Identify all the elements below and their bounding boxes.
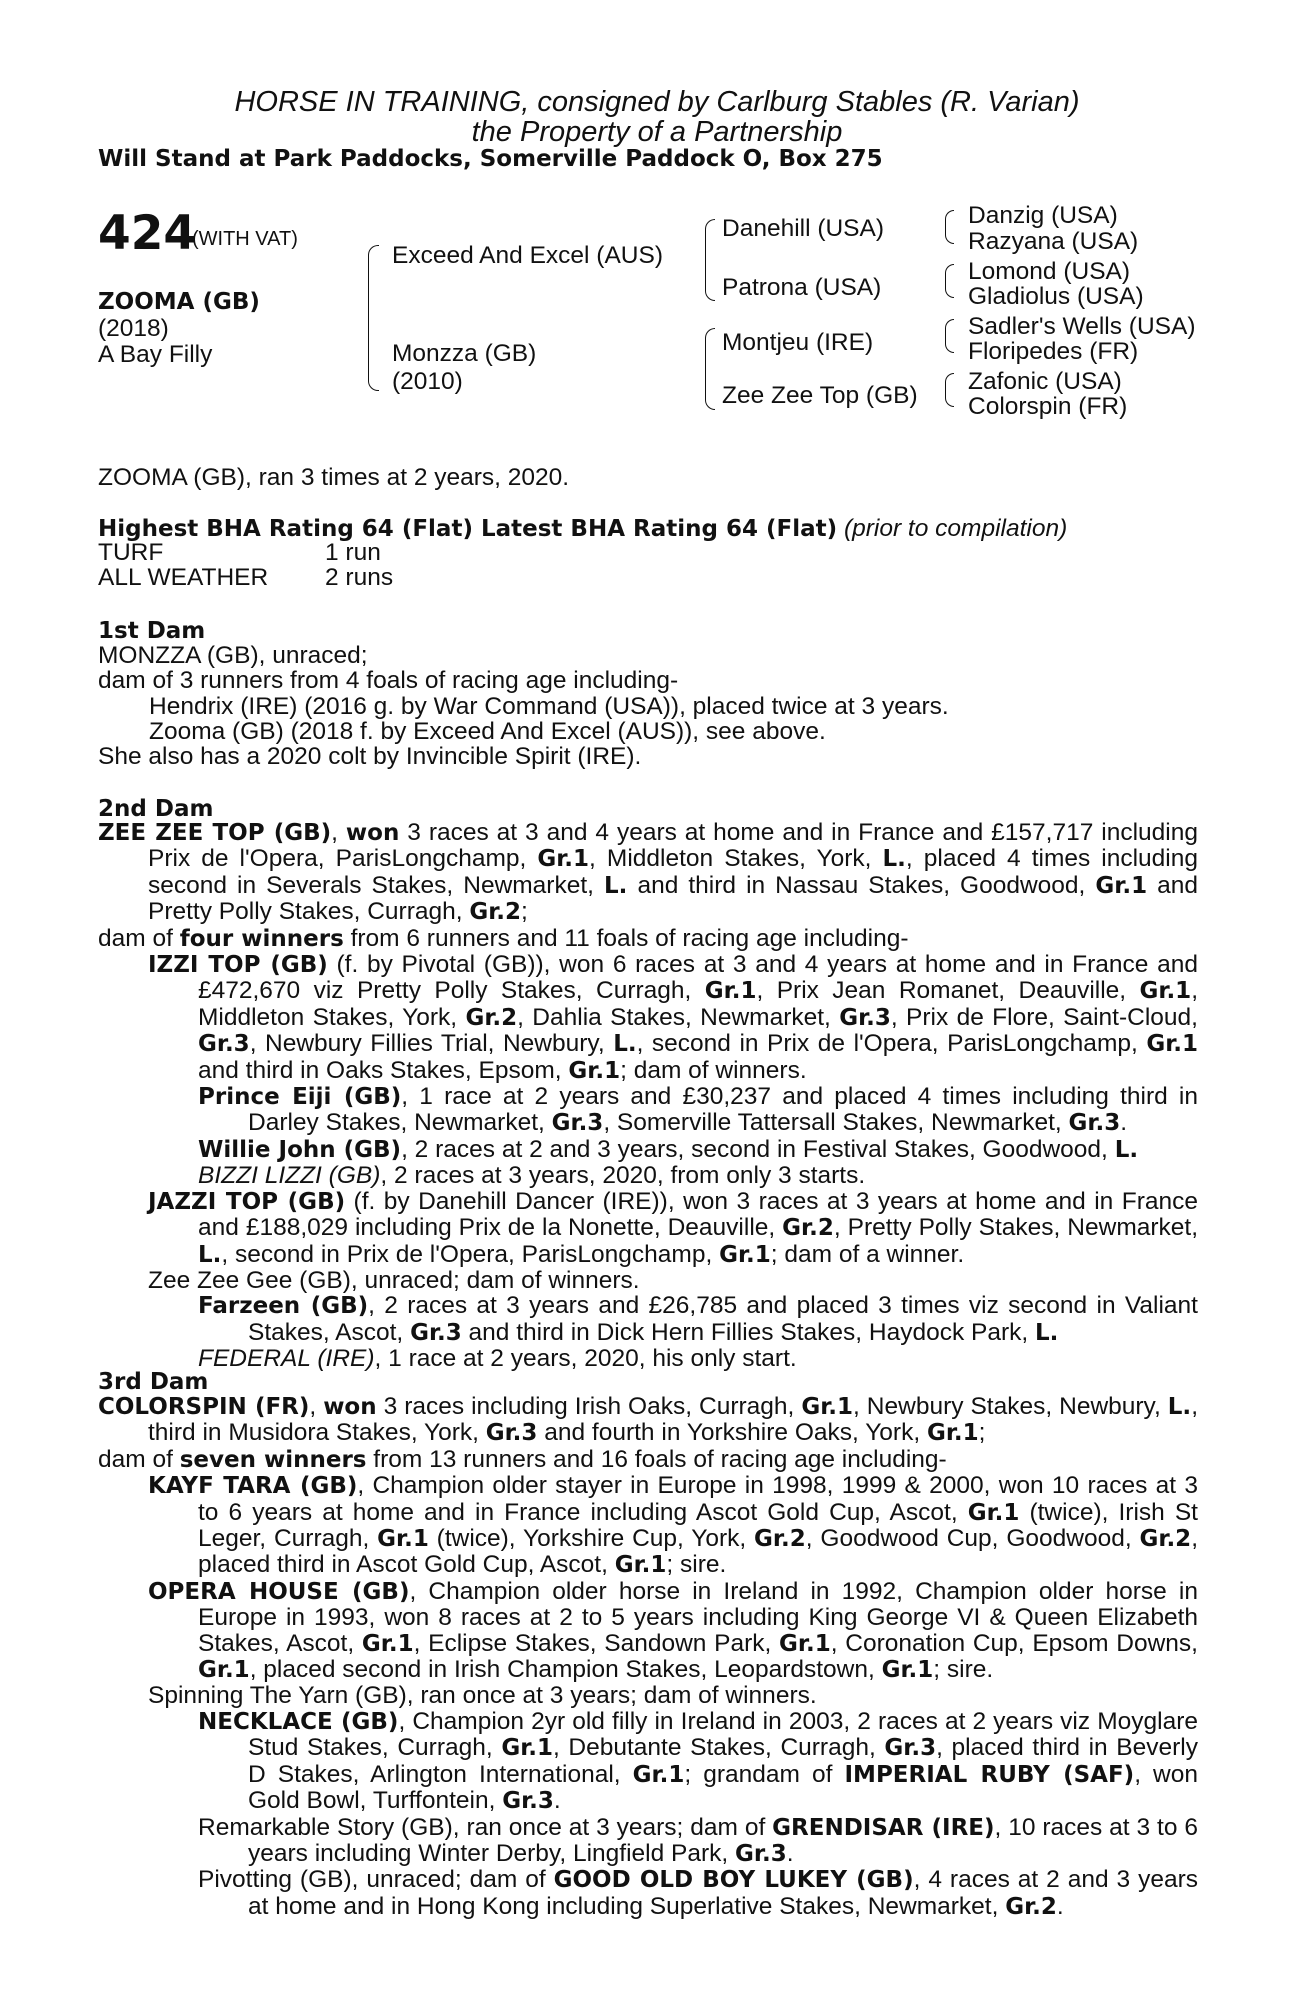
dam3-para: Spinning The Yarn (GB), ran once at 3 years; dam of winners. xyxy=(148,1682,817,1710)
bold-text: Gr.2 xyxy=(1005,1893,1057,1920)
pedigree-sire-sire: Danehill (USA) xyxy=(722,215,885,242)
header-line-1: HORSE IN TRAINING, consigned by Carlburg Stables (R. Varian) xyxy=(234,86,1080,118)
dam3-para: NECKLACE (GB), Champion 2yr old filly in Ireland in 2003, 2 races at 2 years viz Moyglare Stud Stakes, Curragh, Gr.1, Debutante Stakes, Curragh, Gr.3, placed third in Beverly D Stakes, Arlington International, Gr.1; grandam of IMPERIAL RUBY (SAF), won Gold Bowl, Turffontein, Gr.3. xyxy=(198,1707,1199,1815)
bold-text: ZEE ZEE TOP (GB) xyxy=(98,820,332,846)
bold-text: IZZI TOP (GB) xyxy=(148,952,328,979)
bold-text: OPERA HOUSE (GB) xyxy=(148,1578,410,1605)
pedigree-dam-year: (2010) xyxy=(392,368,463,395)
bold-text: four winners xyxy=(179,925,344,952)
rating-bold: Highest BHA Rating 64 (Flat) Latest BHA Rating 64 (Flat) xyxy=(98,516,838,542)
pedigree-g1: Danzig (USA) xyxy=(968,202,1118,229)
bold-text: Gr.2 xyxy=(1139,1526,1192,1553)
pedigree-g3: Lomond (USA) xyxy=(968,258,1131,285)
bold-text: Gr.3 xyxy=(485,1420,538,1447)
bold-text: Gr.1 xyxy=(1095,872,1148,899)
dam2-para: Prince Eiji (GB), 1 race at 2 years and £30,237 and placed 4 times including third in Darley Stakes, Newmarket, Gr.3, Somerville Tattersall Stakes, Newmarket, Gr.3. xyxy=(198,1083,1198,1137)
bold-text: L. xyxy=(1035,1319,1059,1346)
bold-text: Gr.1 xyxy=(361,1630,414,1657)
header-line-2: the Property of a Partnership xyxy=(471,116,843,148)
dam1-line-5: She also has a 2020 colt by Invincible Spirit (IRE). xyxy=(98,743,642,770)
dam1-heading: 1st Dam xyxy=(98,618,206,644)
bold-text: JAZZI TOP (GB) xyxy=(148,1188,346,1215)
turf-label: TURF xyxy=(98,539,164,566)
bold-text: Prince Eiji (GB) xyxy=(198,1084,402,1111)
dam2-heading: 2nd Dam xyxy=(98,796,214,822)
bold-text: Gr.1 xyxy=(198,1657,250,1684)
bold-text: Gr.1 xyxy=(801,1394,854,1420)
dam1-line-4: Zooma (GB) (2018 f. by Exceed And Excel (AUS)), see above. xyxy=(149,718,826,745)
bold-text: IMPERIAL RUBY (SAF) xyxy=(844,1761,1135,1788)
bold-text: L. xyxy=(198,1241,222,1268)
bold-text: Gr.1 xyxy=(926,1420,979,1447)
bold-text: Gr.1 xyxy=(377,1526,429,1553)
dam3-para: dam of seven winners from 13 runners and 16 foals of racing age including- xyxy=(98,1445,947,1473)
bold-text: Gr.2 xyxy=(469,899,522,926)
pedigree-g7: Zafonic (USA) xyxy=(968,368,1122,395)
bold-text: Gr.3 xyxy=(551,1110,604,1137)
bold-text: L. xyxy=(604,872,628,899)
pedigree-g4: Gladiolus (USA) xyxy=(968,283,1144,310)
dam2-para: ZEE ZEE TOP (GB), won 3 races at 3 and 4 years at home and in France and £157,717 including Prix de l'Opera, ParisLongchamp, Gr.1, Middleton Stakes, York, L., placed 4 times including second in Severals Stakes, Newmarket, L. and third in Nassau Stakes, Goodwood, Gr.1 and Pretty Polly Stakes, Curragh, Gr.2; xyxy=(98,819,1198,926)
pedigree-g8: Colorspin (FR) xyxy=(968,393,1128,420)
bold-text: Gr.3 xyxy=(1068,1110,1121,1137)
horse-description: A Bay Filly xyxy=(98,341,213,368)
pedigree-dam-sire: Montjeu (IRE) xyxy=(722,329,874,356)
bold-text: L. xyxy=(882,846,906,873)
dam2-para: IZZI TOP (GB) (f. by Pivotal (GB)), won 6 races at 3 and 4 years at home and in France and £472,670 viz Pretty Polly Stakes, Curragh, Gr.1, Prix Jean Romanet, Deauville, Gr.1, Middleton Stakes, York, Gr.2, Dahlia Stakes, Newmarket, Gr.3, Prix de Flore, Saint-Cloud, Gr.3, Newbury Fillies Trial, Newbury, L., second in Prix de l'Opera, ParisLongchamp, Gr.1 and third in Oaks Stakes, Epsom, Gr.1; dam of winners. xyxy=(148,951,1199,1084)
pedigree-brace-2a xyxy=(705,219,715,301)
dam2-para: Farzeen (GB), 2 races at 3 years and £26,785 and placed 3 times viz second in Valiant Stakes, Ascot, Gr.3 and third in Dick Hern Fillies Stakes, Haydock Park, L. xyxy=(198,1292,1198,1346)
dam3-para: OPERA HOUSE (GB), Champion older horse in Ireland in 1992, Champion older horse in Europe in 1993, won 8 races at 2 to 5 years including King George VI & Queen Elizabeth Stakes, Ascot, Gr.1, Eclipse Stakes, Sandown Park, Gr.1, Coronation Cup, Epsom Downs, Gr.1, placed second in Irish Champion Stakes, Leopardstown, Gr.1; sire. xyxy=(148,1577,1198,1684)
turf-value: 1 run xyxy=(325,539,381,566)
bold-text: Gr.1 xyxy=(967,1499,1020,1526)
race-summary: ZOOMA (GB), ran 3 times at 2 years, 2020. xyxy=(98,464,570,491)
dam3-section xyxy=(98,1394,1198,1920)
bold-text: L. xyxy=(1114,1136,1139,1163)
bold-text: L. xyxy=(613,1031,637,1058)
dam1-line-1: MONZZA (GB), unraced; xyxy=(98,642,368,669)
pedigree-g5: Sadler's Wells (USA) xyxy=(968,313,1196,340)
bold-text: KAYF TARA (GB) xyxy=(148,1473,358,1500)
pedigree-sire: Exceed And Excel (AUS) xyxy=(392,242,663,269)
dam1-line-3: Hendrix (IRE) (2016 g. by War Command (USA)), placed twice at 3 years. xyxy=(149,693,949,720)
bold-text: GRENDISAR (IRE) xyxy=(772,1814,995,1841)
italic-text: FEDERAL (IRE) xyxy=(198,1345,375,1373)
pedigree-brace-3d xyxy=(945,373,954,407)
dam2-para: dam of four winners from 6 runners and 11 foals of racing age including- xyxy=(98,924,909,952)
pedigree-g6: Floripedes (FR) xyxy=(968,338,1139,365)
bold-text: Gr.1 xyxy=(501,1735,553,1762)
bold-text: L. xyxy=(1167,1394,1192,1420)
rating-line xyxy=(98,515,1067,543)
bold-text: NECKLACE (GB) xyxy=(198,1708,399,1735)
dam2-para: BIZZI LIZZI (GB), 2 races at 3 years, 2020, from only 3 starts. xyxy=(198,1162,866,1190)
bold-text: Gr.3 xyxy=(884,1735,937,1762)
bold-text: GOOD OLD BOY LUKEY (GB) xyxy=(553,1867,914,1894)
bold-text: Gr.2 xyxy=(754,1526,806,1553)
bold-text: Gr.2 xyxy=(782,1215,834,1242)
dam2-para: Willie John (GB), 2 races at 2 and 3 years, second in Festival Stakes, Goodwood, L. xyxy=(198,1135,1139,1163)
dam3-heading: 3rd Dam xyxy=(98,1369,209,1395)
bold-text: Willie John (GB) xyxy=(198,1136,402,1163)
bold-text: Gr.2 xyxy=(465,1004,518,1031)
bold-text: COLORSPIN (FR) xyxy=(98,1394,310,1420)
bold-text: Gr.3 xyxy=(502,1788,554,1815)
pedigree-dam: Monzza (GB) xyxy=(392,340,537,367)
rating-italic: (prior to compilation) xyxy=(843,515,1068,542)
bold-text: Farzeen (GB) xyxy=(198,1293,369,1320)
pedigree-brace-2b xyxy=(705,328,715,410)
dam2-section xyxy=(98,820,1198,1372)
aw-value: 2 runs xyxy=(325,564,394,591)
horse-name: ZOOMA (GB) xyxy=(98,289,260,315)
horse-year: (2018) xyxy=(98,315,169,342)
bold-text: Gr.3 xyxy=(735,1840,787,1867)
bold-text: Gr.1 xyxy=(1146,1031,1198,1058)
dam2-para: Zee Zee Gee (GB), unraced; dam of winners. xyxy=(148,1266,640,1294)
bold-text: seven winners xyxy=(179,1446,367,1473)
bold-text: Gr.1 xyxy=(632,1761,685,1788)
pedigree-brace-3c xyxy=(945,319,954,353)
bold-text: Gr.1 xyxy=(614,1552,667,1579)
bold-text: Gr.3 xyxy=(410,1319,462,1346)
dam3-para: COLORSPIN (FR), won 3 races including Irish Oaks, Curragh, Gr.1, Newbury Stakes, Newbury, L., third in Musidora Stakes, York, Gr.3 and fourth in Yorkshire Oaks, York, Gr.1; xyxy=(98,1393,1198,1447)
dam3-para: Remarkable Story (GB), ran once at 3 years; dam of GRENDISAR (IRE), 10 races at 3 to 6 years including Winter Derby, Lingfield Park, Gr.3. xyxy=(198,1813,1198,1867)
bold-text: Gr.1 xyxy=(881,1657,934,1684)
bold-text: Gr.1 xyxy=(1139,978,1192,1005)
bold-text: won xyxy=(323,1394,377,1420)
dam3-para: Pivotting (GB), unraced; dam of GOOD OLD BOY LUKEY (GB), 4 races at 2 and 3 years at home and in Hong Kong including Superlative Stakes, Newmarket, Gr.2. xyxy=(198,1866,1198,1920)
bold-text: Gr.1 xyxy=(537,846,590,873)
header-line-3: Will Stand at Park Paddocks, Somerville Paddock O, Box 275 xyxy=(98,146,883,172)
dam1-line-2: dam of 3 runners from 4 foals of racing age including- xyxy=(98,667,679,694)
pedigree-dam-dam: Zee Zee Top (GB) xyxy=(722,382,918,409)
bold-text: Gr.3 xyxy=(839,1004,891,1031)
italic-text: BIZZI LIZZI (GB) xyxy=(198,1162,381,1190)
bold-text: Gr.1 xyxy=(779,1630,831,1657)
pedigree-brace-3b xyxy=(945,264,954,298)
dam2-para: JAZZI TOP (GB) (f. by Danehill Dancer (IRE)), won 3 races at 3 years at home and in France and £188,029 including Prix de la Nonette, Deauville, Gr.2, Pretty Polly Stakes, Newmarket, L., second in Prix de l'Opera, ParisLongchamp, Gr.1; dam of a winner. xyxy=(148,1187,1198,1268)
pedigree-brace-3a xyxy=(945,210,954,244)
bold-text: Gr.1 xyxy=(704,978,757,1005)
lot-number: 424 xyxy=(98,206,197,261)
bold-text: Gr.3 xyxy=(198,1031,250,1058)
pedigree-g2: Razyana (USA) xyxy=(968,228,1139,255)
vat-label: (WITH VAT) xyxy=(192,228,298,250)
aw-label: ALL WEATHER xyxy=(98,564,269,591)
dam2-para: FEDERAL (IRE), 1 race at 2 years, 2020, his only start. xyxy=(198,1345,797,1373)
bold-text: Gr.1 xyxy=(568,1057,621,1084)
pedigree-brace-1 xyxy=(368,245,379,391)
pedigree-sire-dam: Patrona (USA) xyxy=(722,274,882,301)
bold-text: won xyxy=(345,820,400,846)
dam3-para: KAYF TARA (GB), Champion older stayer in Europe in 1998, 1999 & 2000, won 10 races at 3 to 6 years at home and in France including Ascot Gold Cup, Ascot, Gr.1 (twice), Irish St Leger, Curragh, Gr.1 (twice), Yorkshire Cup, York, Gr.2, Goodwood Cup, Goodwood, Gr.2, placed third in Ascot Gold Cup, Ascot, Gr.1; sire. xyxy=(148,1472,1198,1579)
bold-text: Gr.1 xyxy=(719,1241,771,1268)
